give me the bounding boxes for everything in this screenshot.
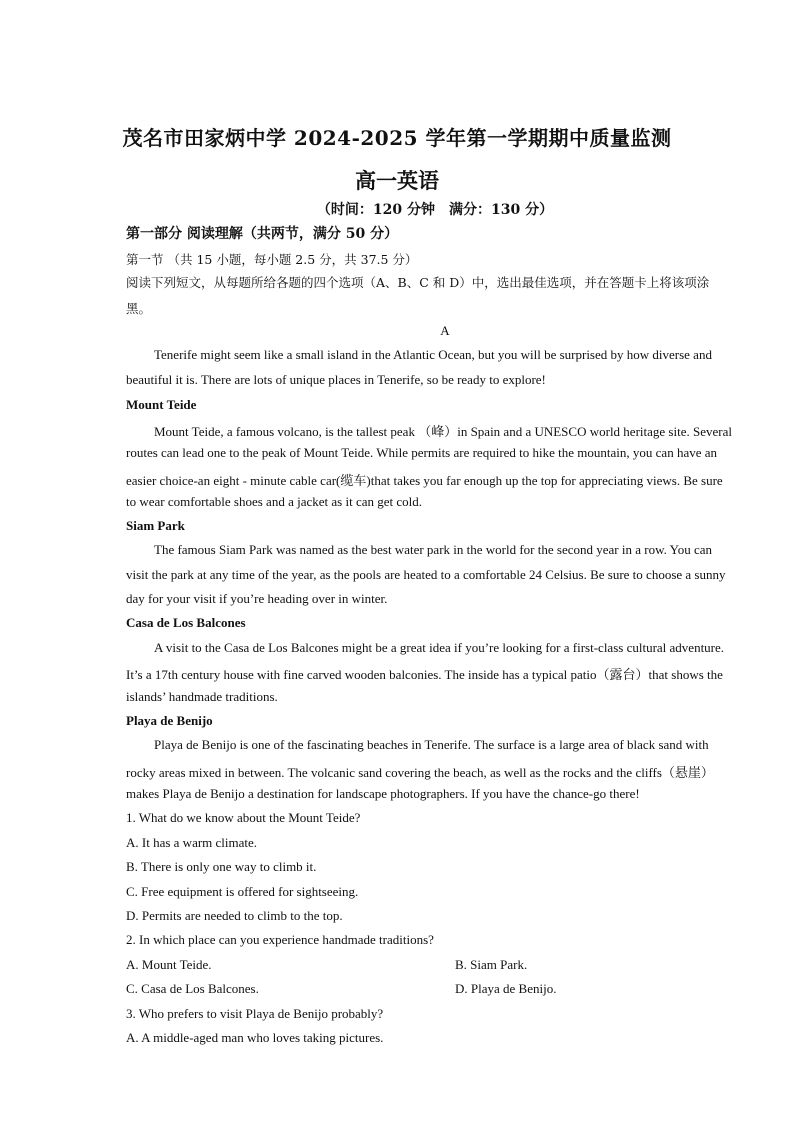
question-2: 2. In which place can you experience handmade traditions? [126,932,434,947]
question-1: 1. What do we know about the Mount Teide? [126,810,361,825]
q2-option-d: D. Playa de Benijo. [455,981,557,996]
exam-subject: 高一英语 [355,168,439,193]
paragraph-line: day for your visit if you’re heading over in winter. [126,591,388,606]
instruction-line-1: 阅读下列短文，从每题所给各题的四个选项（A、B、C 和 D）中，选出最佳选项，并在答题卡上将该项涂 [126,275,710,290]
paragraph-line: routes can lead one to the peak of Mount Teide. While permits are required to hike the mountain, you can have an [126,445,717,460]
paragraph-line: Playa de Benijo is one of the fascinating beaches in Tenerife. The surface is a large area of black sand with [154,737,709,752]
paragraph-line: It’s a 17th century house with fine carved wooden balconies. The inside has a typical patio（露台）that shows the [126,667,723,682]
section-heading-playa-de-benijo: Playa de Benijo [126,713,213,728]
exam-info: （时间：120 分钟 满分：130 分） [316,202,554,218]
section-note: 第一节 （共 15 小题，每小题 2.5 分，共 37.5 分） [126,252,418,267]
paragraph-line: The famous Siam Park was named as the best water park in the world for the second year in a row. You can [154,542,713,557]
paragraph-line: visit the park at any time of the year, as the pools are heated to a comfortable 24 Celsius. Be sure to choose a sunny [126,567,726,582]
paragraph-line: islands’ handmade traditions. [126,689,278,704]
paragraph-line: rocky areas mixed in between. The volcanic sand covering the beach, as well as the rocks and the cliffs（悬崖） [126,765,714,780]
intro-line-2: beautiful it is. There are lots of unique places in Tenerife, so be ready to explore! [126,372,546,387]
intro-line-1: Tenerife might seem like a small island in the Atlantic Ocean, but you will be surprised by how diverse and [154,347,712,362]
paragraph-line: makes Playa de Benijo a destination for landscape photographers. If you have the chance-go there! [126,786,640,801]
q1-option-b: B. There is only one way to climb it. [126,859,317,874]
q2-option-c: C. Casa de Los Balcones. [126,981,259,996]
part1-heading: 第一部分 阅读理解（共两节，满分 50 分） [126,226,399,242]
question-3: 3. Who prefers to visit Playa de Benijo probably? [126,1006,384,1021]
exam-title: 茂名市田家炳中学 2024-2025 学年第一学期期中质量监测 [122,126,672,150]
section-heading-casa-de-los-balcones: Casa de Los Balcones [126,615,246,630]
paragraph-line: Mount Teide, a famous volcano, is the tallest peak （峰）in Spain and a UNESCO world heritage site. Several [154,424,732,439]
q1-option-d: D. Permits are needed to climb to the top. [126,908,343,923]
section-heading-mount-teide: Mount Teide [126,397,197,412]
instruction-line-2: 黑。 [126,301,152,316]
q2-option-b: B. Siam Park. [455,957,528,972]
paragraph-line: to wear comfortable shoes and a jacket as it can get cold. [126,494,422,509]
q1-option-c: C. Free equipment is offered for sightseeing. [126,884,359,899]
section-heading-siam-park: Siam Park [126,518,185,533]
passage-label: A [440,323,450,338]
paragraph-line: A visit to the Casa de Los Balcones might be a great idea if you’re looking for a first-class cultural adventure. [154,640,725,655]
q1-option-a: A. It has a warm climate. [126,835,258,850]
paragraph-line: easier choice-an eight - minute cable car(缆车)that takes you far enough up the top for appreciating views. Be sure [126,473,723,488]
q2-option-a: A. Mount Teide. [126,957,212,972]
q3-option-a: A. A middle-aged man who loves taking pictures. [126,1030,384,1045]
